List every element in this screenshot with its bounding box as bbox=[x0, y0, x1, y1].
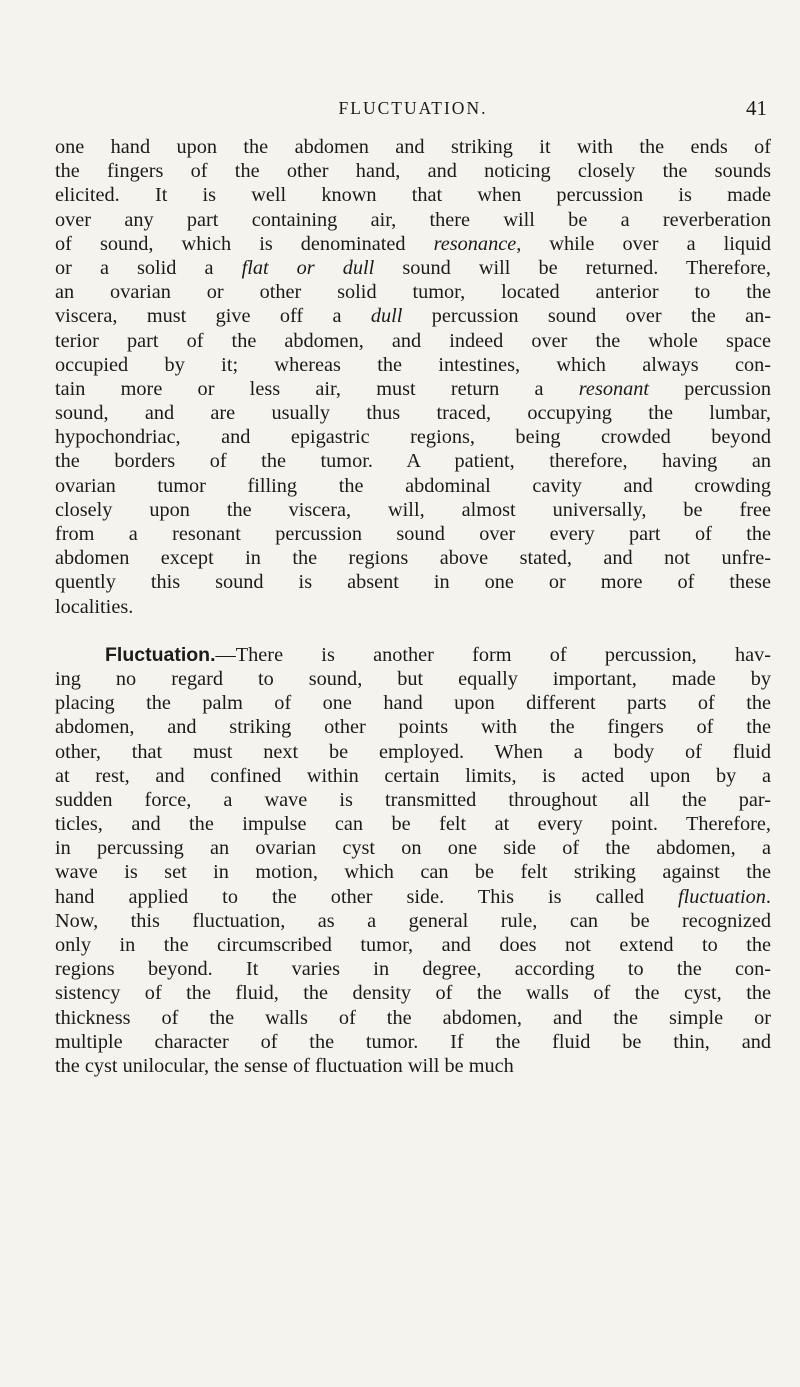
text-run: sound will be returned. Therefore, bbox=[374, 256, 772, 279]
text-run: placing the palm of one hand upon different parts of the bbox=[55, 692, 771, 715]
text-line bbox=[55, 353, 771, 377]
text-run: sistency of the fluid, the density of the walls of the cyst, the bbox=[55, 982, 771, 1005]
text-line bbox=[55, 183, 771, 207]
text-run: —There is another form of percussion, hav- bbox=[215, 643, 771, 666]
text-run: abdomen except in the regions above stated, and not unfre- bbox=[55, 547, 771, 570]
running-head bbox=[55, 96, 771, 126]
text-run: sudden force, a wave is transmitted throughout all the par- bbox=[55, 788, 771, 811]
text-run: abdomen, and striking other points with the fingers of the bbox=[55, 716, 771, 739]
text-run: . bbox=[765, 885, 771, 908]
text-run: only in the circumscribed tumor, and does not extend to the bbox=[55, 934, 771, 956]
text-run: percussion sound over the an- bbox=[402, 305, 771, 328]
text-run: multiple character of the tumor. If the fluid be thin, and bbox=[55, 1030, 771, 1053]
text-line bbox=[55, 691, 771, 715]
text-run: at rest, and confined within certain limits, is acted upon by a bbox=[55, 764, 771, 787]
text-line bbox=[55, 570, 771, 594]
text-line bbox=[55, 812, 771, 836]
text-run: the fingers of the other hand, and noticing closely the sounds bbox=[55, 160, 771, 183]
text-line bbox=[55, 715, 771, 739]
text-line bbox=[55, 498, 771, 522]
text-line bbox=[55, 135, 771, 159]
text-run: sound, and are usually thus traced, occupying the lumbar, bbox=[55, 402, 771, 425]
text-run: other, that must next be employed. When a body of fluid bbox=[55, 740, 771, 763]
text-run: quently this sound is absent in one or more of these bbox=[55, 571, 771, 594]
text-line bbox=[55, 208, 771, 232]
text-line bbox=[55, 981, 771, 1005]
text-run: terior part of the abdomen, and indeed over the whole space bbox=[55, 329, 771, 352]
text-run: from a resonant percussion sound over every part of the bbox=[55, 523, 771, 545]
italic-term: dull bbox=[370, 305, 403, 328]
italic-term: flat or dull bbox=[241, 256, 375, 279]
section-heading: Fluctuation. bbox=[105, 643, 216, 666]
text-run: or a solid a bbox=[55, 256, 242, 279]
text-line bbox=[55, 256, 771, 280]
text-line bbox=[55, 909, 771, 933]
text-run: in percussing an ovarian cyst on one side of the abdomen, a bbox=[55, 837, 771, 860]
text-line bbox=[55, 1054, 771, 1078]
text-line bbox=[55, 643, 771, 667]
text-line bbox=[55, 304, 771, 328]
text-run: one hand upon the abdomen and striking it with the ends of bbox=[55, 136, 771, 158]
text-line bbox=[55, 595, 771, 619]
text-line bbox=[55, 885, 771, 909]
text-line bbox=[55, 401, 771, 425]
text-line bbox=[55, 377, 771, 401]
text-run: Now, this fluctuation, as a general rule, can be recognized bbox=[55, 909, 771, 932]
page-number: 41 bbox=[746, 96, 767, 120]
text-run: regions beyond. It varies in degree, according to the con- bbox=[55, 958, 771, 981]
text-line bbox=[55, 522, 771, 546]
italic-term: resonant bbox=[578, 377, 650, 400]
text-line bbox=[55, 329, 771, 353]
text-line bbox=[55, 836, 771, 860]
text-run: wave is set in motion, which can be felt striking against the bbox=[55, 861, 771, 884]
text-run: ticles, and the impulse can be felt at every point. Therefore, bbox=[55, 813, 771, 836]
text-line bbox=[55, 546, 771, 570]
text-line bbox=[55, 280, 771, 304]
text-line bbox=[55, 667, 771, 691]
body-text bbox=[55, 135, 771, 1078]
text-run: viscera, must give off a bbox=[55, 305, 371, 328]
text-line bbox=[55, 957, 771, 981]
text-line bbox=[55, 425, 771, 449]
text-line bbox=[55, 159, 771, 183]
text-run: an ovarian or other solid tumor, located anterior to the bbox=[55, 281, 771, 304]
text-run: closely upon the viscera, will, almost universally, be free bbox=[55, 498, 771, 521]
text-run: localities. bbox=[55, 595, 134, 618]
paragraph bbox=[55, 135, 771, 619]
paragraph-gap bbox=[55, 619, 771, 643]
text-line bbox=[55, 860, 771, 884]
text-run: ing no regard to sound, but equally important, made by bbox=[55, 667, 771, 690]
text-run: elicited. It is well known that when percussion is made bbox=[55, 184, 771, 207]
text-run: thickness of the walls of the abdomen, and the simple or bbox=[55, 1006, 771, 1029]
text-line bbox=[55, 933, 771, 957]
text-line bbox=[55, 1030, 771, 1054]
paragraph bbox=[55, 643, 771, 1078]
text-line bbox=[55, 232, 771, 256]
text-line bbox=[55, 1006, 771, 1030]
text-run: hypochondriac, and epigastric regions, being crowded beyond bbox=[55, 426, 771, 449]
text-run: tain more or less air, must return a bbox=[55, 377, 579, 400]
running-title: FLUCTUATION. bbox=[338, 98, 488, 118]
text-run: hand applied to the other side. This is called bbox=[55, 885, 679, 908]
text-run: occupied by it; whereas the intestines, which always con- bbox=[55, 353, 771, 376]
italic-term: fluctuation bbox=[678, 885, 766, 908]
text-run: over any part containing air, there will be a reverberation bbox=[55, 208, 771, 231]
text-run: of sound, which is denominated bbox=[55, 232, 434, 255]
text-line bbox=[55, 788, 771, 812]
text-line bbox=[55, 764, 771, 788]
text-line bbox=[55, 740, 771, 764]
text-line bbox=[55, 474, 771, 498]
text-run: ovarian tumor filling the abdominal cavity and crowding bbox=[55, 474, 771, 497]
text-line bbox=[55, 449, 771, 473]
text-run: the borders of the tumor. A patient, therefore, having an bbox=[55, 450, 771, 473]
text-run: , while over a liquid bbox=[516, 232, 771, 255]
italic-term: resonance bbox=[433, 232, 517, 255]
text-run: percussion bbox=[649, 377, 772, 400]
text-run: the cyst unilocular, the sense of fluctuation will be much bbox=[55, 1054, 514, 1077]
